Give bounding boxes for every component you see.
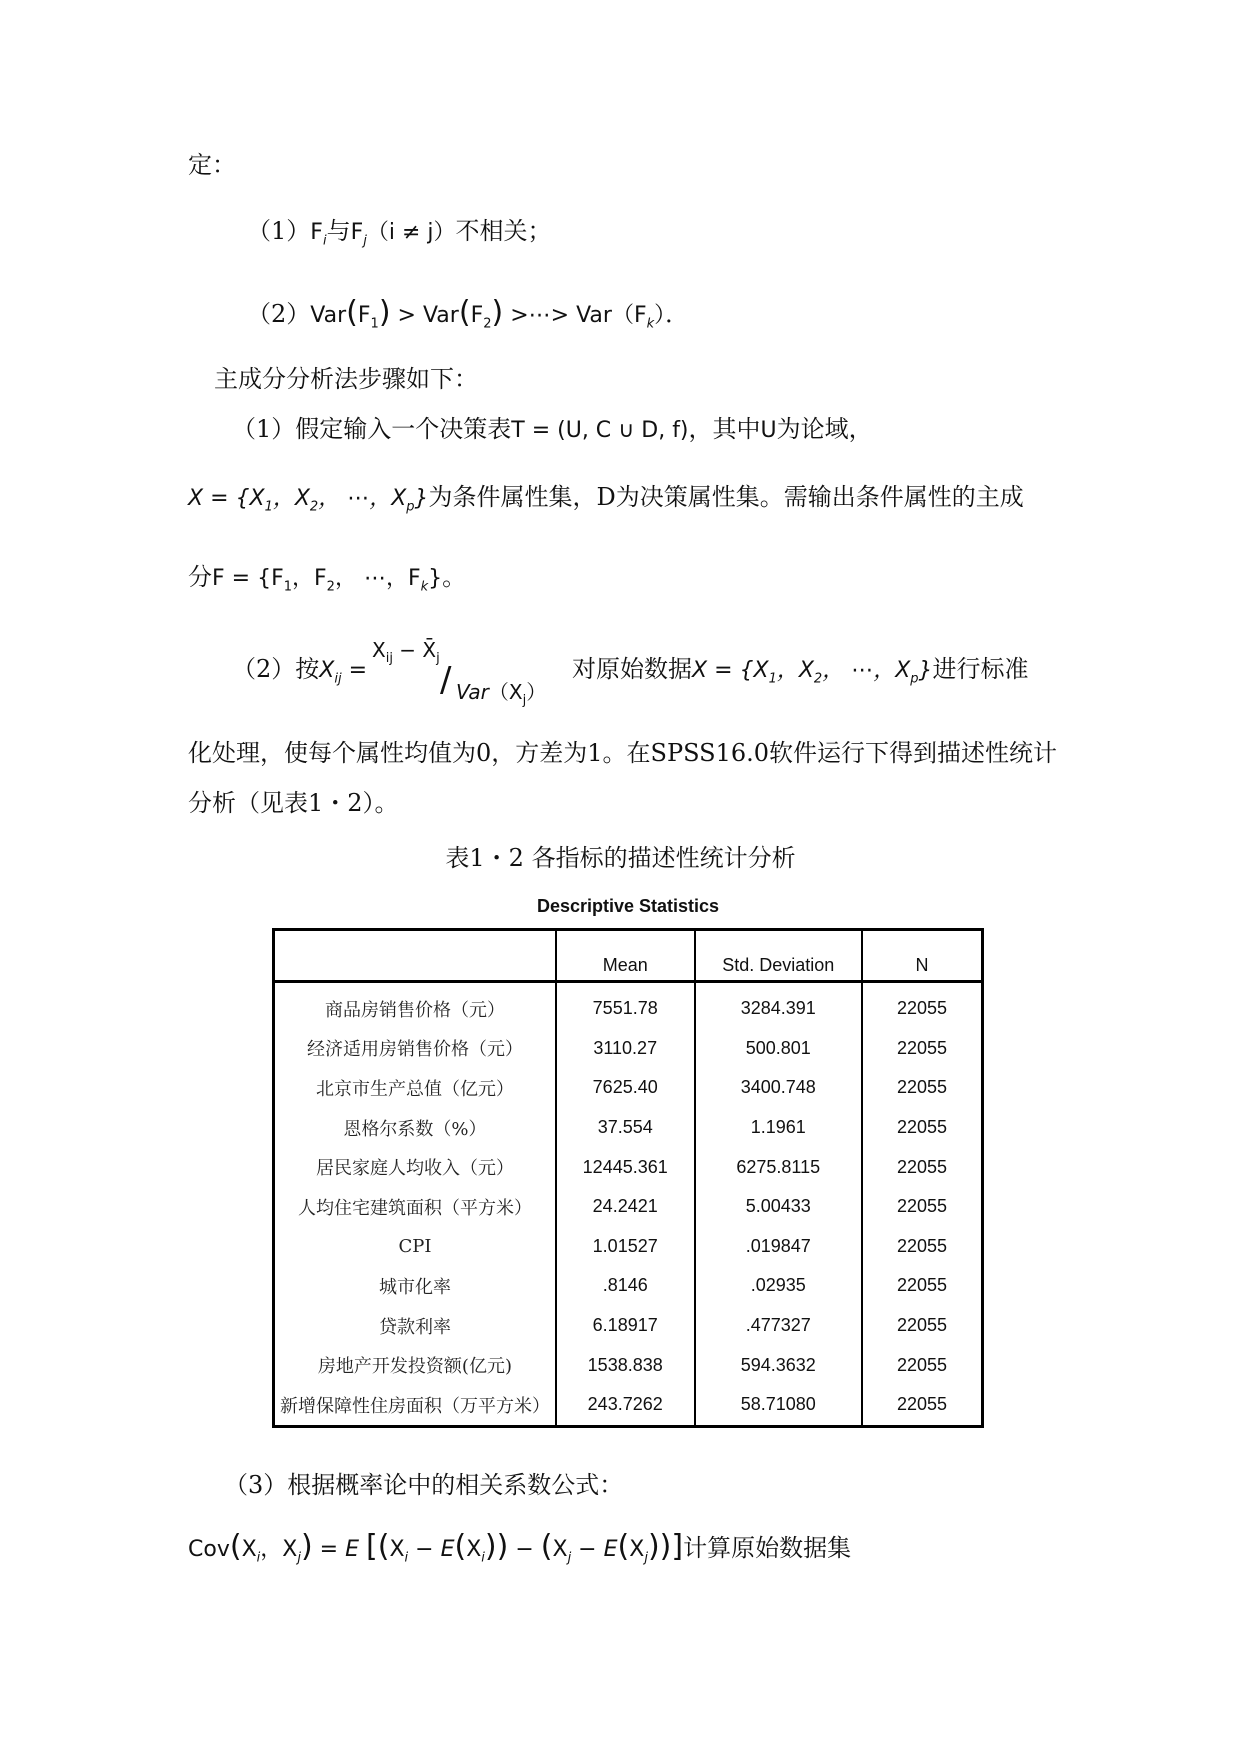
table-cell: 3110.27 [556,1029,695,1069]
table-row [274,1147,983,1187]
table-cell: .477327 [695,1306,862,1346]
table-caption: 表1・2 各指标的描述性统计分析 [445,844,796,872]
fraction-numerator: $X_{ij}$ − $X̄_j$ [372,638,440,666]
row-label: 城市化率 [378,1276,451,1298]
table-cell: 7551.78 [556,982,695,1029]
formula: $Cov(X_i$，$X_j) = E$ $[(X_i - E(X_i)) - (X_j - E(X_j))]$ [188,1529,684,1566]
table-row [274,1108,983,1148]
table-cell: 6.18917 [556,1306,695,1346]
text-line: 化处理，使每个属性均值为0，方差为1。在SPSS16.0软件运行下得到描述性统计 [188,739,1058,767]
table-cell: 22055 [862,1227,983,1267]
table-cell: 3400.748 [695,1068,862,1108]
table-row [274,1345,983,1385]
text-line: $X = \{X_1$，$X_2$， ⋯，$X_p$}为条件属性集，D为决策属性集。需输出条件属性的主成 [188,483,1024,515]
table-cell: 7625.40 [556,1068,695,1108]
table-cell: .02935 [695,1266,862,1306]
header-cell: N [862,930,983,982]
formula: $X = \{X_1$，$X_2$， ⋯，$X_p$} [188,486,429,515]
step-3: （3）根据概率论中的相关系数公式： [224,1471,624,1499]
formula: T = (U, C ∪ D, f) [511,418,689,443]
table-cell: 1.01527 [556,1227,695,1267]
table-row [274,1029,983,1069]
row-label: 经济适用房销售价格（元） [306,1039,523,1061]
table-cell: 22055 [862,1108,983,1148]
formula: $Var(F_1) > Var(F_2)$ >⋯> $Var(F_k)$ [310,295,666,332]
table-row [274,1068,983,1108]
text-line: 主成分分析法步骤如下： [214,365,478,393]
table-cell: 22055 [862,1345,983,1385]
row-label: 贷款利率 [378,1316,451,1338]
table-row [274,1227,983,1267]
header-cell [274,930,556,982]
table-cell: 22055 [862,1068,983,1108]
table-cell: 1.1961 [695,1108,862,1148]
table-cell: 37.554 [556,1108,695,1148]
table-cell: 22055 [862,1306,983,1346]
text-line: 分$F = \{F_1$，$F_2$， ⋯，$F_k$}。 [188,563,467,595]
row-label: 恩格尔系数（%） [343,1118,487,1140]
step-2: （2）按$X_{ij}$ = [232,655,368,687]
row-label: CPI [398,1235,432,1257]
formula: $X_{ij}$ = [319,658,368,687]
table-row [274,1385,983,1426]
step-1: （1）假定输入一个决策表T = (U, C ∪ D, f)，其中U为论域， [232,415,873,443]
row-label: 北京市生产总值（亿元） [315,1078,514,1100]
row-label: 新增保障性住房面积（万平方米） [279,1395,550,1417]
table-cell: 3284.391 [695,982,862,1029]
table-cell: 24.2421 [556,1187,695,1227]
formula: $F = \{F_1$，$F_2$， ⋯，$F_k$} [212,566,443,595]
table-cell: .8146 [556,1266,695,1306]
descriptive-statistics-table [272,928,984,1428]
table-cell: 500.801 [695,1029,862,1069]
text-line: 对原始数据$X = \{X_1$，$X_2$， ⋯，$X_p$}进行标准 [572,655,1029,687]
header-cell: Mean [556,930,695,982]
table-cell: 594.3632 [695,1345,862,1385]
table-cell: 22055 [862,1187,983,1227]
row-label: 人均住宅建筑面积（平方米） [297,1197,532,1219]
table-cell: 22055 [862,1147,983,1187]
row-label: 商品房销售价格（元） [324,999,505,1021]
table-title: Descriptive Statistics [536,896,720,916]
condition-2: $(2)Var(F_1) > Var(F_2)$ >⋯> $Var(F_k)$． [247,295,690,332]
table-cell: 22055 [862,982,983,1029]
text-line: $Cov(X_i$，$X_j) = E$ $[(X_i - E(X_i)) - (X_j - E(X_j))]$计算原始数据集 [188,1529,852,1566]
table-row [274,1306,983,1346]
row-label: 居民家庭人均收入（元） [315,1158,514,1180]
table-cell: 12445.361 [556,1147,695,1187]
formula: $F_j$ [350,220,367,249]
table-row [274,1187,983,1227]
table-cell: 22055 [862,1385,983,1426]
table-cell: 243.7262 [556,1385,695,1426]
table-cell: 22055 [862,1266,983,1306]
text-line: 分析（见表1・2）。 [188,789,399,817]
table-cell: .019847 [695,1227,862,1267]
formula: $F_i$ [310,220,327,249]
row-label: 房地产开发投资额(亿元) [317,1356,512,1378]
fraction-slash: / [440,660,452,700]
fraction-denominator: $Var(X_j)$ [456,680,547,708]
formula: $X = \{X_1$，$X_2$， ⋯，$X_p$} [692,658,933,687]
condition-1: $(1)F_i$与$F_j(i \ne j)$不相关； [247,217,552,249]
table-header-row [274,930,983,982]
table-cell: 1538.838 [556,1345,695,1385]
text-line: 定： [188,151,236,179]
table-cell: 5.00433 [695,1187,862,1227]
table-cell: 58.71080 [695,1385,862,1426]
table-row [274,982,983,1029]
header-cell: Std. Deviation [695,930,862,982]
table-cell: 6275.8115 [695,1147,862,1187]
table-cell: 22055 [862,1029,983,1069]
table-row [274,1266,983,1306]
